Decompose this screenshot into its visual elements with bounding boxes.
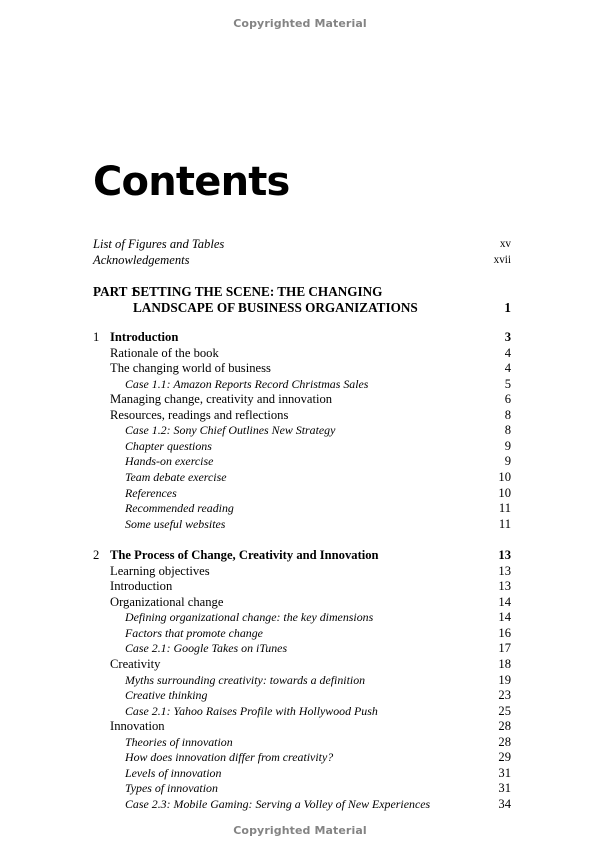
toc-entry-label: Case 2.3: Mobile Gaming: Serving a Volley of New Experiences bbox=[125, 796, 431, 811]
spacer bbox=[0, 532, 600, 548]
front-matter-item[interactable] bbox=[0, 253, 600, 269]
toc-entry-page: 16 bbox=[498, 625, 511, 640]
toc-entry-page: 14 bbox=[498, 610, 511, 625]
toc-entry-page: 29 bbox=[498, 750, 511, 765]
toc-entry-page: 14 bbox=[498, 594, 511, 609]
toc-entry-label: The changing world of business bbox=[110, 361, 271, 376]
toc-entry[interactable] bbox=[0, 346, 600, 362]
toc-entry-page: 31 bbox=[498, 781, 511, 796]
toc-entry-page: 25 bbox=[498, 703, 511, 718]
toc-entry[interactable] bbox=[0, 719, 600, 735]
toc-entry[interactable] bbox=[0, 641, 600, 657]
toc-entry-page: 11 bbox=[498, 501, 511, 516]
front-matter-list bbox=[0, 237, 600, 268]
part-heading[interactable] bbox=[0, 284, 600, 317]
toc-entry-label: Learning objectives bbox=[110, 563, 210, 578]
spacer bbox=[0, 317, 600, 330]
toc-entry-label: Creative thinking bbox=[125, 688, 208, 703]
toc-entry-page: 34 bbox=[498, 796, 511, 811]
toc-entry[interactable] bbox=[0, 423, 600, 439]
toc-entry[interactable] bbox=[0, 626, 600, 642]
toc-entry-label: Managing change, creativity and innovation bbox=[110, 392, 333, 407]
toc-entry-page: 10 bbox=[498, 470, 511, 485]
toc-entry-label: References bbox=[125, 485, 177, 500]
toc-entry[interactable] bbox=[0, 595, 600, 611]
toc-entry[interactable] bbox=[0, 688, 600, 704]
spacer bbox=[0, 268, 600, 284]
toc-entry[interactable] bbox=[0, 610, 600, 626]
toc-entry[interactable] bbox=[0, 377, 600, 393]
toc-entry-label: Organizational change bbox=[110, 594, 224, 609]
toc-entry-label: Chapter questions bbox=[125, 438, 212, 453]
toc-entry-page: 31 bbox=[498, 765, 511, 780]
toc-entry-page: 5 bbox=[504, 376, 511, 391]
toc-entry-page: 11 bbox=[498, 516, 511, 531]
copyright-watermark-bottom: Copyrighted Material bbox=[233, 824, 367, 837]
toc-entry-page: 23 bbox=[498, 688, 511, 703]
chapter-block bbox=[0, 548, 600, 812]
chapter-number: 1 bbox=[93, 330, 100, 345]
toc-entry-label: Some useful websites bbox=[125, 516, 226, 531]
toc-entry[interactable] bbox=[0, 781, 600, 797]
toc-entry-page: 17 bbox=[498, 641, 511, 656]
toc-entry[interactable] bbox=[0, 704, 600, 720]
chapter-title: The Process of Change, Creativity and Innovation bbox=[110, 548, 379, 563]
chapter-number: 2 bbox=[93, 548, 100, 563]
part-title-line-2: LANDSCAPE OF BUSINESS ORGANIZATIONS bbox=[133, 300, 418, 316]
toc-entry-page: 19 bbox=[498, 672, 511, 687]
front-matter-label: Acknowledgements bbox=[93, 252, 190, 267]
toc-entry-label: Rationale of the book bbox=[110, 345, 219, 360]
page-title: Contents bbox=[93, 158, 290, 205]
toc-entry-label: Recommended reading bbox=[125, 501, 234, 516]
toc-entry-label: Defining organizational change: the key dimensions bbox=[125, 610, 374, 625]
toc-entry[interactable] bbox=[0, 657, 600, 673]
part-page: 1 bbox=[504, 300, 511, 316]
front-matter-page: xvii bbox=[493, 253, 511, 266]
toc-entry-page: 28 bbox=[498, 734, 511, 749]
toc-entry[interactable] bbox=[0, 797, 600, 813]
toc-entry-page: 9 bbox=[504, 438, 511, 453]
toc-entry[interactable] bbox=[0, 750, 600, 766]
toc-entry-page: 18 bbox=[498, 657, 511, 672]
toc-entry-label: Theories of innovation bbox=[125, 734, 233, 749]
toc-entry-label: Myths surrounding creativity: towards a definition bbox=[125, 672, 366, 687]
toc-entry-label: Innovation bbox=[110, 719, 165, 734]
toc-entry-page: 13 bbox=[498, 563, 511, 578]
toc-entry-page: 28 bbox=[498, 719, 511, 734]
toc-entry[interactable] bbox=[0, 392, 600, 408]
toc-entry-label: Hands-on exercise bbox=[125, 454, 214, 469]
toc-entry[interactable] bbox=[0, 439, 600, 455]
chapter-heading[interactable] bbox=[0, 548, 600, 564]
toc-entry-label: Resources, readings and reflections bbox=[110, 407, 289, 422]
toc-entry[interactable] bbox=[0, 486, 600, 502]
toc-entry-label: Case 1.1: Amazon Reports Record Christmas Sales bbox=[125, 376, 369, 391]
chapter-heading[interactable] bbox=[0, 330, 600, 346]
chapter-title: Introduction bbox=[110, 330, 179, 345]
toc-entry[interactable] bbox=[0, 454, 600, 470]
toc-entry-page: 13 bbox=[498, 579, 511, 594]
front-matter-item[interactable] bbox=[0, 237, 600, 253]
toc-entry-page: 4 bbox=[504, 361, 511, 376]
toc-entry-page: 8 bbox=[504, 423, 511, 438]
toc-entry-page: 6 bbox=[504, 392, 511, 407]
toc-entry[interactable] bbox=[0, 470, 600, 486]
toc-entry-page: 4 bbox=[504, 345, 511, 360]
toc-entry-label: Types of innovation bbox=[125, 781, 218, 796]
toc-entry-label: Factors that promote change bbox=[125, 625, 263, 640]
toc-entry-page: 9 bbox=[504, 454, 511, 469]
chapter-block bbox=[0, 330, 600, 532]
toc-entry-label: Case 2.1: Google Takes on iTunes bbox=[125, 641, 288, 656]
toc-entry-label: Introduction bbox=[110, 579, 173, 594]
toc-entry[interactable] bbox=[0, 564, 600, 580]
toc-entry[interactable] bbox=[0, 361, 600, 377]
toc-entry-label: How does innovation differ from creativity? bbox=[125, 750, 334, 765]
front-matter-label: List of Figures and Tables bbox=[93, 237, 225, 251]
toc-entry-page: 8 bbox=[504, 407, 511, 422]
toc-entry-label: Levels of innovation bbox=[125, 765, 222, 780]
copyright-watermark-top: Copyrighted Material bbox=[233, 17, 367, 30]
table-of-contents bbox=[0, 237, 600, 813]
toc-entry[interactable] bbox=[0, 735, 600, 751]
chapter-page: 13 bbox=[498, 548, 511, 563]
front-matter-page: xv bbox=[499, 238, 511, 250]
toc-entry[interactable] bbox=[0, 517, 600, 533]
toc-entry[interactable] bbox=[0, 766, 600, 782]
toc-entry-label: Case 1.2: Sony Chief Outlines New Strategy bbox=[125, 423, 336, 438]
toc-entry[interactable] bbox=[0, 501, 600, 517]
toc-entry[interactable] bbox=[0, 673, 600, 689]
toc-entry[interactable] bbox=[0, 579, 600, 595]
part-number: PART 1 bbox=[93, 284, 138, 300]
chapter-page: 3 bbox=[504, 330, 511, 345]
toc-entry[interactable] bbox=[0, 408, 600, 424]
toc-entry-label: Creativity bbox=[110, 657, 161, 672]
part-title-line-1: SETTING THE SCENE: THE CHANGING bbox=[133, 284, 383, 300]
toc-entry-page: 10 bbox=[498, 485, 511, 500]
toc-entry-label: Case 2.1: Yahoo Raises Profile with Hollywood Push bbox=[125, 703, 378, 718]
toc-entry-label: Team debate exercise bbox=[125, 470, 227, 485]
